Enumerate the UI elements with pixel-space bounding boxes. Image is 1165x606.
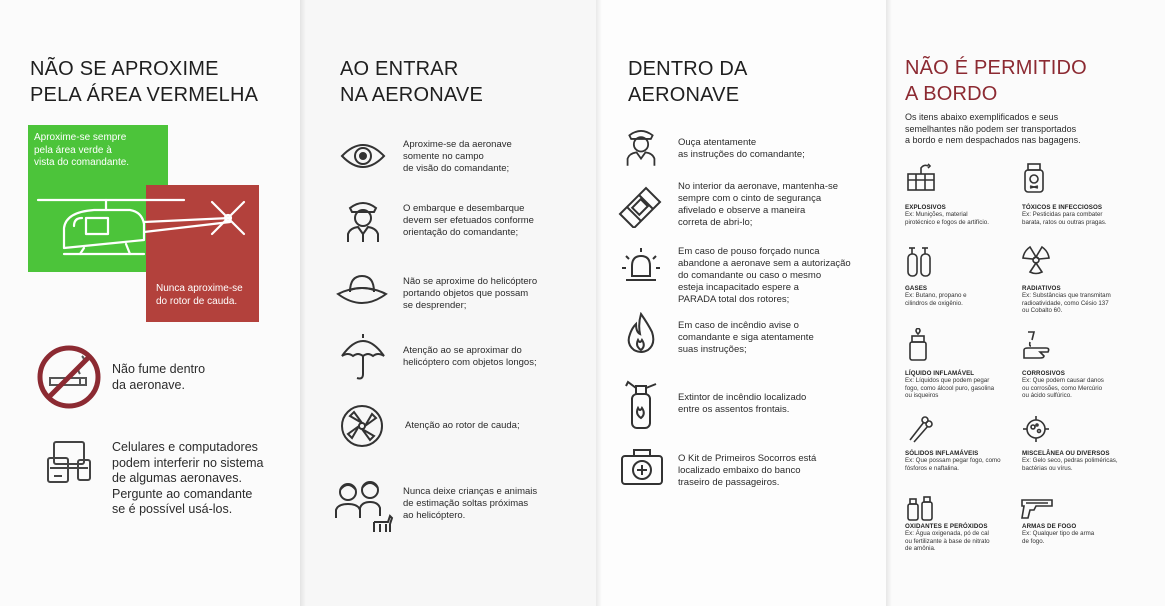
- children-pet-icon: [334, 478, 394, 536]
- matches-icon: [906, 414, 934, 444]
- umbrella-icon: [340, 332, 386, 382]
- rotor-icon: [340, 404, 384, 448]
- hat-icon: [336, 272, 388, 308]
- boarding-item-1: Aproxime-se da aeronave somente no campo de visão do comandante;: [403, 139, 512, 174]
- category-toxic: TÓXICOS E INFECCIOSOS Ex: Pesticidas para combater barata, ratos ou outras pragas.: [1022, 204, 1107, 226]
- gun-icon: [1020, 496, 1054, 520]
- explosives-icon: [906, 162, 936, 192]
- alarm-light-icon: [620, 246, 662, 284]
- toxic-icon: [1022, 162, 1046, 194]
- inside-item-6: O Kit de Primeiros Socorros está localizado embaixo do banco traseiro de passageiros.: [678, 453, 817, 488]
- seatbelt-icon: [618, 186, 662, 228]
- inside-item-2: No interior da aeronave, mantenha-se sempre com o cinto de segurança afivelado e observe a maneira correta de abri-lo;: [678, 181, 839, 228]
- red-zone-box: Nunca aproxime-se do rotor de cauda.: [146, 185, 259, 322]
- panel-approach: [0, 0, 300, 606]
- virus-icon: [1022, 414, 1050, 444]
- no-smoking-icon: [36, 344, 102, 410]
- panel-inside: [596, 0, 886, 606]
- category-gases: GASES Ex: Butano, propano e cilindros de oxigênio.: [905, 285, 967, 307]
- panel3-title: DENTRO DA AERONAVE: [628, 58, 748, 106]
- lighter-icon: [908, 328, 930, 362]
- no-smoking-text: Não fume dentro da aeronave.: [112, 362, 206, 392]
- boarding-item-2: O embarque e desembarque devem ser efetuados conforme orientação do comandante;: [403, 203, 534, 238]
- inside-item-4: Em caso de incêndio avise o comandante e siga atentamente suas instruções;: [678, 320, 814, 355]
- corrosive-icon: [1020, 330, 1052, 360]
- bottles-icon: [906, 494, 934, 522]
- inside-item-3: Em caso de pouso forçado nunca abandone a aeronave sem a autorização do comandante ou caso o mesmo esteja incapacitado espere a PARADA total dos rotores;: [678, 246, 851, 305]
- boarding-item-6: Nunca deixe crianças e animais de estimação soltas próximas ao helicóptero.: [403, 486, 538, 521]
- boarding-item-4: Atenção ao se aproximar do helicóptero com objetos longos;: [403, 345, 537, 368]
- pilot-icon: [344, 198, 382, 244]
- devices-icon: [46, 438, 92, 484]
- green-zone-box: Aproxime-se sempre pela área verde à vista do comandante.: [28, 125, 168, 272]
- radiation-icon: [1020, 244, 1052, 276]
- extinguisher-icon: [624, 376, 660, 430]
- first-aid-kit-icon: [620, 446, 664, 486]
- panel-boarding: [300, 0, 596, 606]
- helicopter-icon: [34, 188, 256, 266]
- category-explosives: EXPLOSIVOS Ex: Munições, material pirotécnico e fogos de artifício.: [905, 204, 989, 226]
- inside-item-1: Ouça atentamente as instruções do comandante;: [678, 137, 805, 160]
- category-oxidizers: OXIDANTES E PERÓXIDOS Ex: Água oxigenada, pó de cal ou fertilizante à base de nitrato de amônia.: [905, 523, 990, 553]
- panel1-title: NÃO SE APROXIME PELA ÁREA VERMELHA: [30, 58, 259, 106]
- devices-text: Celulares e computadores podem interferir no sistema de algumas aeronaves. Pergunte ao comandante se é possível usá-los.: [112, 440, 264, 516]
- category-flammable-solid: SÓLIDOS INFLAMÁVEIS Ex: Que possam pegar fogo, como fósforos e naftalina.: [905, 450, 1001, 472]
- inside-item-5: Extintor de incêndio localizado entre os assentos frontais.: [678, 392, 807, 415]
- category-radioactive: RADIATIVOS Ex: Substâncias que transmitam radioatividade, como Césio 137 ou Cobalto 60.: [1022, 285, 1111, 315]
- category-miscellaneous: MISCELÂNEA OU DIVERSOS Ex: Gelo seco, pedras poliméricas, bactérias ou vírus.: [1022, 450, 1118, 472]
- category-corrosive: CORROSIVOS Ex: Que podem causar danos ou corrosões, como Mercúrio ou ácido sulfúrico.: [1022, 370, 1104, 400]
- boarding-item-3: Não se aproxime do helicóptero portando objetos que possam se desprender;: [403, 276, 538, 311]
- panel4-title: NÃO É PERMITIDO A BORDO: [905, 57, 1087, 105]
- panel-prohibited: [886, 0, 1165, 606]
- eye-icon: [340, 138, 386, 174]
- prohibited-intro: Os itens abaixo exemplificados e seus semelhantes não podem ser transportados a bordo e nem despachados nas bagagens.: [905, 112, 1081, 145]
- pilot-icon-inside: [624, 126, 658, 168]
- category-flammable-liquid: LÍQUIDO INFLAMÁVEL Ex: Líquidos que podem pegar fogo, como álcool puro, gasolina ou isqueiros: [905, 370, 995, 400]
- fire-icon: [626, 312, 656, 354]
- gas-cylinders-icon: [906, 244, 932, 278]
- boarding-item-5: Atenção ao rotor de cauda;: [405, 420, 520, 431]
- category-firearms: ARMAS DE FOGO Ex: Qualquer tipo de arma de fogo.: [1022, 523, 1095, 545]
- panel2-title: AO ENTRAR NA AERONAVE: [340, 58, 483, 106]
